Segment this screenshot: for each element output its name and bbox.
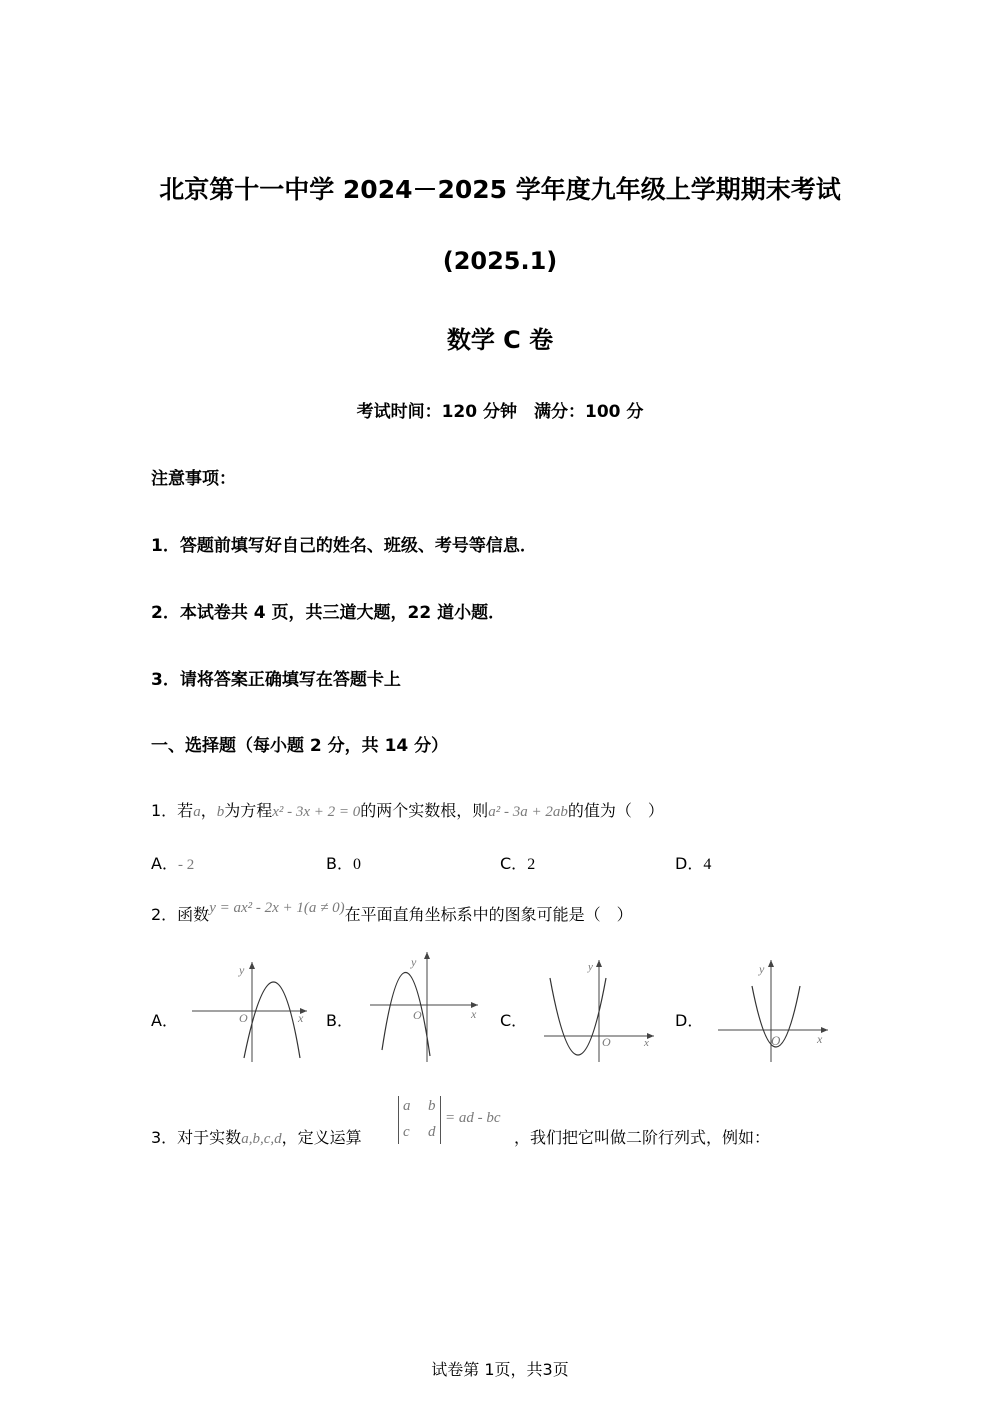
exam-title: 北京第十一中学 2024－2025 学年度九年级上学期期末考试: [159, 175, 841, 204]
x-label: x: [644, 1037, 649, 1049]
option-value: - 2: [177, 857, 195, 873]
q2-option-c[interactable]: C．: [500, 1011, 528, 1030]
exam-info: 考试时间：120 分钟 满分：100 分: [356, 402, 644, 422]
option-label: D．: [675, 854, 704, 873]
question-1: [151, 798, 664, 821]
x-label: x: [298, 1011, 304, 1025]
det-bar-right: [440, 1096, 441, 1144]
y-label: y: [239, 963, 245, 977]
notice-item: 3．请将答案正确填写在答题卡上: [151, 670, 401, 690]
q1-suffix: 的值为（ ）: [567, 801, 664, 820]
q3-vars: a,b,c,d: [241, 1131, 282, 1147]
notice-heading: 注意事项：: [151, 469, 236, 489]
x-label: x: [817, 1032, 823, 1046]
option-value: 2: [527, 856, 536, 873]
question-2: [151, 902, 633, 925]
origin-label: O: [239, 1011, 248, 1025]
q3-prefix: 3．对于实数: [151, 1128, 242, 1147]
q1-option-d[interactable]: [675, 851, 711, 874]
q2-suffix: 在平面直角坐标系中的图象可能是（ ）: [344, 905, 633, 924]
q1-option-b[interactable]: [326, 851, 361, 874]
option-value: 0: [352, 856, 361, 873]
section-heading: 一、选择题（每小题 2 分，共 14 分）: [151, 736, 449, 756]
parabola: [550, 978, 606, 1055]
q1-mid2: 的两个实数根，则: [360, 801, 489, 820]
option-label: B．: [326, 854, 353, 873]
origin-label: O: [771, 1033, 781, 1048]
y-axis-arrow: [596, 960, 602, 967]
det-a: a: [403, 1098, 411, 1114]
origin-label: O: [602, 1035, 611, 1049]
q1-option-a[interactable]: [151, 851, 194, 874]
graph-a[interactable]: [192, 958, 312, 1066]
q3-suffix: ，我们把它叫做二阶行列式，例如：: [514, 1128, 771, 1147]
y-label: y: [411, 955, 417, 969]
det-c: c: [403, 1124, 410, 1140]
y-axis-arrow: [768, 960, 774, 967]
exam-date: (2025.1): [442, 247, 558, 275]
option-value: 4: [703, 856, 712, 873]
notice-item: 2．本试卷共 4 页，共三道大题，22 道小题．: [151, 603, 506, 623]
graph-c[interactable]: [542, 956, 660, 1066]
graph-b[interactable]: [368, 948, 483, 1064]
q2-formula: y = ax² - 2x + 1(a ≠ 0): [209, 900, 345, 916]
y-label: y: [759, 962, 765, 976]
q1-mid: 为方程: [224, 801, 273, 820]
determinant: [398, 1096, 514, 1146]
exam-subject: 数学 C 卷: [446, 326, 554, 354]
det-d: d: [428, 1124, 436, 1140]
y-axis-arrow: [424, 952, 430, 959]
det-bar-left: [398, 1096, 399, 1144]
q1-equation: x² - 3x + 2 = 0: [272, 804, 361, 820]
x-label: x: [471, 1007, 477, 1021]
q2-option-b[interactable]: B．: [326, 1011, 353, 1030]
y-label: y: [588, 961, 593, 973]
notice-item: 1．答题前填写好自己的姓名、班级、考号等信息．: [151, 536, 537, 556]
y-axis-arrow: [249, 962, 255, 969]
q2-prefix: 2．函数: [151, 905, 210, 924]
q3-mid: ，定义运算: [281, 1128, 362, 1147]
q2-option-a[interactable]: A．: [151, 1011, 178, 1030]
q1-prefix: 1．若: [151, 801, 194, 820]
det-b: b: [428, 1098, 436, 1114]
page-footer: 试卷第 1页，共3页: [431, 1360, 569, 1379]
option-label: A．: [151, 854, 178, 873]
q1-expression: a² - 3a + 2ab: [488, 804, 568, 820]
q1-var-b: b: [216, 804, 225, 820]
parabola: [382, 972, 430, 1056]
det-result: = ad - bc: [445, 1110, 501, 1126]
origin-label: O: [413, 1008, 422, 1022]
q2-option-d[interactable]: D．: [675, 1011, 704, 1030]
question-3-prefix: [151, 1125, 362, 1148]
option-label: C．: [500, 854, 528, 873]
graph-d[interactable]: [716, 956, 834, 1066]
q1-comma: ，: [200, 801, 217, 820]
q1-var-a: a: [193, 804, 201, 820]
q1-option-c[interactable]: [500, 851, 535, 874]
